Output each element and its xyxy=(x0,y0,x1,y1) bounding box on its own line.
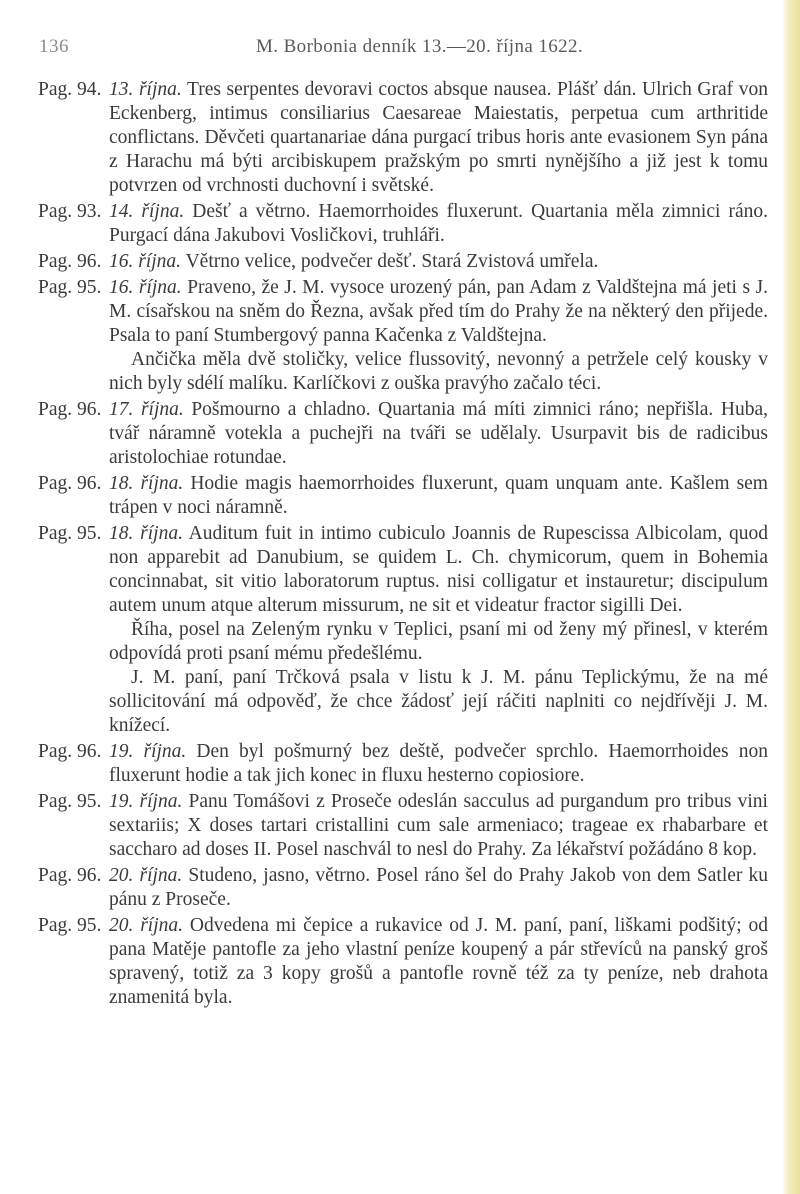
entry-date: 17. října. xyxy=(109,399,184,420)
page-reference: Pag. 94. xyxy=(38,79,102,100)
entry-date: 14. října. xyxy=(109,201,185,222)
entry-text: Větrno velice, podvečer dešť. Stará Zvistová umřela. xyxy=(181,251,599,272)
page-reference: Pag. 95. xyxy=(38,523,102,544)
page-reference: Pag. 96. xyxy=(38,399,102,420)
entry-date: 18. října. xyxy=(109,473,184,494)
entry-body xyxy=(109,398,768,470)
entry-body xyxy=(109,914,768,1010)
entry-text: Dešť a větrno. Haemorrhoides fluxerunt. Quartania měla zimnici ráno. Purgací dána Jakubovi Vosličkovi, truhláři. xyxy=(109,201,768,246)
entry-text: Pošmourno a chladno. Quartania má míti zimnici ráno; nepřišla. Huba, tvář náramně votekla a puchejři na tváři se udělaly. Usurpavit bis de radicibus aristolochiae rotundae. xyxy=(109,399,768,468)
diary-entry xyxy=(38,790,768,862)
diary-entries xyxy=(38,78,768,1012)
page-reference: Pag. 96. xyxy=(38,865,102,886)
entry-text: Praveno, že J. M. vysoce urozený pán, pan Adam z Valdštejna má jeti s J. M. císařskou na sněm do Řezna, avšak před tím do Prahy že na některý den přijede. Psala to paní Stumbergový panna Kačenka z Valdštejna. xyxy=(109,277,768,346)
page-reference: Pag. 93. xyxy=(38,201,102,222)
entry-paragraph xyxy=(109,276,768,348)
entry-paragraph xyxy=(109,398,768,470)
entry-body xyxy=(109,78,768,198)
entry-text: Ančička měla dvě stoličky, velice flussovitý, nevonný a petržele celý kousky v nich byly sdélí malíku. Karlíčkovi z ouška pravýho začalo téci. xyxy=(109,349,768,394)
entry-date: 18. října. xyxy=(109,523,183,544)
diary-entry xyxy=(38,78,768,198)
entry-paragraph xyxy=(109,348,768,396)
running-title: M. Borbonia denník 13.—20. října 1622. xyxy=(256,36,584,57)
diary-entry xyxy=(38,276,768,396)
entry-date: 16. října. xyxy=(109,277,182,298)
entry-paragraph xyxy=(109,522,768,618)
entry-paragraph xyxy=(109,78,768,198)
entry-body xyxy=(109,276,768,396)
entry-text: Panu Tomášovi z Proseče odeslán sacculus ad purgandum pro tribus vini sextariis; X doses tartari cristallini cum sale armeniaco; trageae ex rhabarbare et saccharo ad doses II. Posel naschvál to nesl do Prahy. Za lékařství požádáno 8 kop. xyxy=(109,791,768,860)
entry-paragraph xyxy=(109,618,768,666)
page-reference: Pag. 96. xyxy=(38,473,102,494)
entry-paragraph xyxy=(109,740,768,788)
entry-paragraph xyxy=(109,914,768,1010)
entry-text: J. M. paní, paní Trčková psala v listu k J. M. pánu Teplickýmu, že na mé sollicitování má odpověď, že chce žádosť její ráčiti naplniti co nejdřívěji J. M. knížecí. xyxy=(109,667,768,736)
entry-body xyxy=(109,472,768,520)
diary-entry xyxy=(38,740,768,788)
page-number: 136 xyxy=(39,36,69,57)
entry-text: Studeno, jasno, větrno. Posel ráno šel do Prahy Jakob von dem Satler ku pánu z Proseče. xyxy=(109,865,768,910)
page-edge-shading xyxy=(782,0,800,1194)
entry-body xyxy=(109,864,768,912)
entry-body xyxy=(109,740,768,788)
diary-entry xyxy=(38,250,768,274)
entry-paragraph xyxy=(109,864,768,912)
diary-entry xyxy=(38,398,768,470)
entry-text: Auditum fuit in intimo cubiculo Joannis de Rupescissa Albicolam, quod non apparebit ad Danubium, se quidem L. Ch. chymicorum, quem in Bohemia concinnabat, sit vitio laboratorum ruptus. nisi colligatur et instauretur; discipulum autem unum atque alterum missurum, ne sit et videatur fractor sigilli Dei. xyxy=(109,523,768,616)
diary-entry xyxy=(38,914,768,1010)
page-reference: Pag. 95. xyxy=(38,791,102,812)
page-reference: Pag. 95. xyxy=(38,277,102,298)
entry-paragraph xyxy=(109,200,768,248)
page-reference: Pag. 95. xyxy=(38,915,102,936)
entry-text: Hodie magis haemorrhoides fluxerunt, quam unquam ante. Kašlem sem trápen v noci náramně. xyxy=(109,473,768,518)
page-header xyxy=(0,36,800,66)
page-reference: Pag. 96. xyxy=(38,741,102,762)
entry-paragraph xyxy=(109,666,768,738)
entry-date: 16. října. xyxy=(109,251,182,272)
entry-date: 19. října. xyxy=(109,791,183,812)
entry-body xyxy=(109,522,768,738)
entry-paragraph xyxy=(109,472,768,520)
entry-text: Tres serpentes devoravi coctos absque nausea. Plášť dán. Ulrich Graf von Eckenberg, intimus consiliarius Caesareae Maiestatis, perpetua cum arthritide conflictans. Děvčeti quartanariae dána purgací tribus horis ante evasionem Syn pána z Harachu má býti arcibiskupem pražským po smrti nynějšího a již jest k tomu potvrzen od vrchnosti duchovní i světské. xyxy=(109,79,768,196)
diary-entry xyxy=(38,200,768,248)
diary-entry xyxy=(38,864,768,912)
entry-text: Odvedena mi čepice a rukavice od J. M. paní, paní, liškami podšitý; od pana Matěje pantofle za jeho vlastní peníze koupený a pár střevíců na panský groš spravený, totiž za 3 kopy grošů a pantofle rovně též za ty peníze, neb drahota znamenitá byla. xyxy=(109,915,768,1008)
diary-entry xyxy=(38,522,768,738)
entry-body xyxy=(109,250,768,274)
entry-paragraph xyxy=(109,790,768,862)
entry-text: Říha, posel na Zeleným rynku v Teplici, psaní mi od ženy mý přinesl, v kterém odpovídá proti psaní mému předešlému. xyxy=(109,619,768,664)
entry-text: Den byl pošmurný bez deště, podvečer sprchlo. Haemorrhoides non fluxerunt hodie a tak jich konec in fluxu hesterno copiosiore. xyxy=(109,741,768,786)
entry-date: 13. října. xyxy=(109,79,182,100)
entry-date: 20. října. xyxy=(109,915,184,936)
entry-body xyxy=(109,790,768,862)
diary-entry xyxy=(38,472,768,520)
page-reference: Pag. 96. xyxy=(38,251,102,272)
entry-date: 20. října. xyxy=(109,865,183,886)
entry-date: 19. října. xyxy=(109,741,187,762)
entry-body xyxy=(109,200,768,248)
entry-paragraph xyxy=(109,250,768,274)
